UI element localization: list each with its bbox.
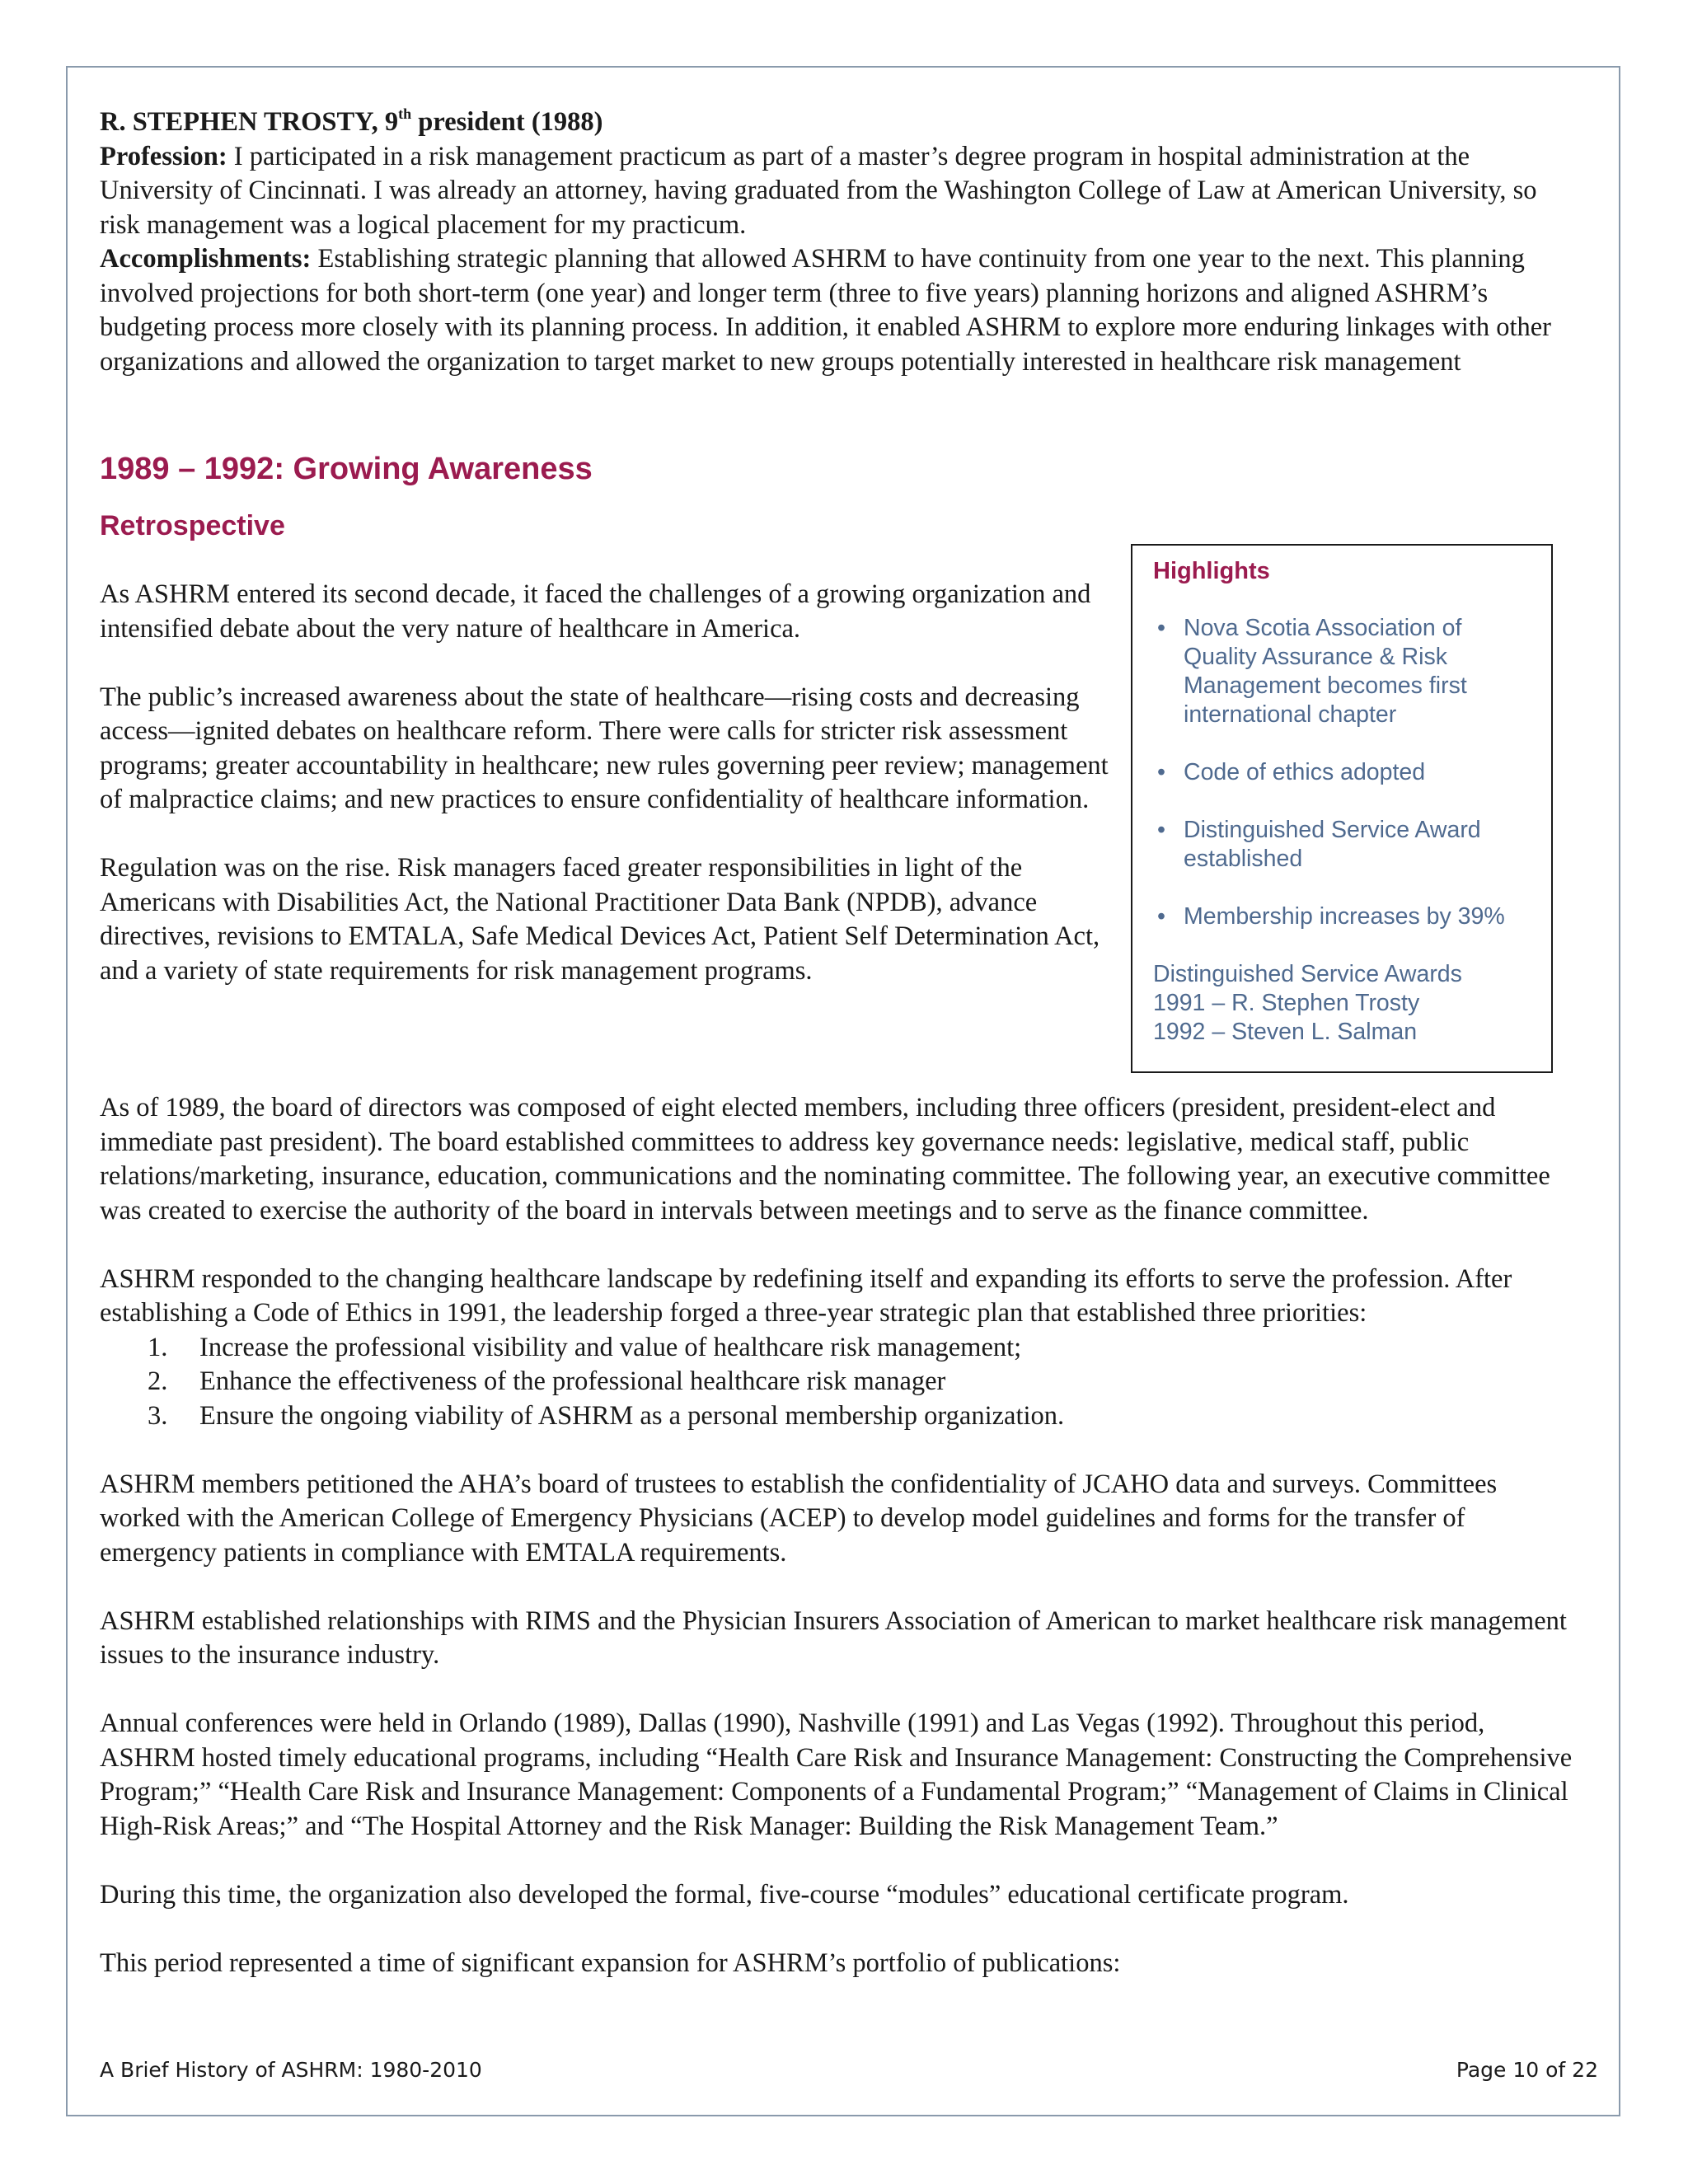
highlight-text: Membership increases by 39% bbox=[1184, 903, 1505, 930]
award-entry: 1992 – Steven L. Salman bbox=[1153, 1019, 1418, 1045]
priority-number: 1. bbox=[148, 1332, 168, 1362]
ordinal-suffix: th bbox=[398, 105, 412, 122]
page-number: Page 10 of 22 bbox=[1456, 2058, 1598, 2082]
accomplishments-text: Establishing strategic planning that allowed ASHRM to have continuity from one year to the next. This planning involved projections for both short-term (one year) and longer term (three to five years) planning horizons and aligned ASHRM’s budgeting process more closely with its planning process. In addition, it enabled ASHRM to explore more enduring linkages with other organizations and allowed the organization to target market to new groups potentially interested in healthcare risk management bbox=[100, 244, 1551, 377]
bullet-icon: • bbox=[1157, 817, 1165, 843]
conferences-paragraph: Annual conferences were held in Orlando (1989), Dallas (1990), Nashville (1991) and Las Vegas (1992). Throughout this period, ASHRM hosted timely educational programs, including “Health Care Risk and Insurance Management: Constructing the Comprehensive Program;” “Health Care Risk and Insurance Management: Components of a Fundamental Program;” “Management of Claims in Clinical High-Risk Areas;” and “The Hospital Attorney and the Risk Manager: Building the Risk Management Team.” bbox=[100, 1708, 1573, 1841]
priority-text: Enhance the effectiveness of the professional healthcare risk manager bbox=[199, 1366, 946, 1396]
highlights-box bbox=[1131, 544, 1553, 1073]
retrospective-heading: Retrospective bbox=[100, 510, 285, 541]
main-body bbox=[100, 1091, 1583, 1980]
president-name: R. STEPHEN TROSTY, 9 bbox=[100, 107, 399, 137]
retrospective-paragraph: Regulation was on the rise. Risk managers faced greater responsibilities in light of the Americans with Disabilities Act, the National Practitioner Data Bank (NPDB), advance directives, revisions to EMTALA, Safe Medical Devices Act, Patient Self Determination Act, and a variety of state requirements for risk management programs. bbox=[100, 853, 1100, 986]
retrospective-paragraph: As ASHRM entered its second decade, it faced the challenges of a growing organization and intensified debate about the very nature of healthcare in America. bbox=[100, 579, 1091, 644]
highlights-list bbox=[1153, 614, 1535, 931]
priority-item bbox=[100, 1365, 1583, 1399]
profession-text: I participated in a risk management practicum as part of a master’s degree program in hospital administration at the University of Cincinnati. I was already an attorney, having graduated from the Washington College of Law at American University, so risk management was a logical placement for my practicum. bbox=[100, 141, 1537, 240]
bullet-icon: • bbox=[1157, 759, 1165, 785]
petition-paragraph: ASHRM members petitioned the AHA’s board of trustees to establish the confidentiality of JCAHO data and surveys. Committees worked with the American College of Emergency Physicians (ACEP) to develop model guidelines and forms for the transfer of emergency patients in compliance with EMTALA requirements. bbox=[100, 1469, 1498, 1568]
accomplishments-label: Accomplishments: bbox=[100, 244, 312, 274]
awards-title: Distinguished Service Awards bbox=[1153, 961, 1462, 987]
bullet-icon: • bbox=[1157, 615, 1165, 641]
priority-number: 3. bbox=[148, 1400, 168, 1431]
president-title: president (1988) bbox=[411, 107, 603, 137]
priorities-list bbox=[100, 1331, 1583, 1434]
bullet-icon: • bbox=[1157, 903, 1165, 930]
highlight-item bbox=[1153, 902, 1535, 931]
profession-paragraph bbox=[100, 140, 1583, 243]
priority-text: Increase the professional visibility and value of healthcare risk management; bbox=[199, 1332, 1022, 1362]
award-entry: 1991 – R. Stephen Trosty bbox=[1153, 990, 1420, 1016]
rims-paragraph: ASHRM established relationships with RIMS and the Physician Insurers Association of American to market healthcare risk management issues to the insurance industry. bbox=[100, 1605, 1567, 1670]
retrospective-paragraph: The public’s increased awareness about the state of healthcare—rising costs and decreasing access—ignited debates on healthcare reform. There were calls for stricter risk assessment programs; greater accountability in healthcare; new rules governing peer review; management of malpractice claims; and new practices to ensure confidentiality of healthcare information. bbox=[100, 682, 1109, 814]
profession-label: Profession: bbox=[100, 141, 227, 171]
highlight-item bbox=[1153, 816, 1535, 874]
footer-title: A Brief History of ASHRM: 1980-2010 bbox=[100, 2058, 482, 2082]
modules-paragraph: During this time, the organization also developed the formal, five-course “modules” educational certificate program. bbox=[100, 1879, 1349, 1910]
priority-item bbox=[100, 1399, 1583, 1434]
highlights-title: Highlights bbox=[1153, 558, 1270, 584]
highlight-text: Nova Scotia Association of Quality Assurance & Risk Management becomes first international chapter bbox=[1184, 615, 1467, 728]
highlight-item bbox=[1153, 758, 1535, 787]
priority-text: Ensure the ongoing viability of ASHRM as a personal membership organization. bbox=[199, 1400, 1065, 1431]
board-paragraph: As of 1989, the board of directors was composed of eight elected members, including three officers (president, president-elect and immediate past president). The board established committees to address key governance needs: legislative, medical staff, public relations/marketing, insurance, education, communications and the nominating committee. The following year, an executive committee was created to exercise the authority of the board in intervals between meetings and to serve as the finance committee. bbox=[100, 1093, 1550, 1226]
strategy-paragraph: ASHRM responded to the changing healthcare landscape by redefining itself and expanding its efforts to serve the profession. After establishing a Code of Ethics in 1991, the leadership forged a three-year strategic plan that established three priorities: bbox=[100, 1263, 1512, 1328]
retrospective-text bbox=[100, 578, 1122, 1023]
section-heading: 1989 – 1992: Growing Awareness bbox=[100, 452, 593, 486]
priority-number: 2. bbox=[148, 1366, 168, 1396]
president-heading bbox=[100, 105, 1583, 140]
highlight-item bbox=[1153, 614, 1535, 729]
priority-item bbox=[100, 1331, 1583, 1366]
accomplishments-paragraph bbox=[100, 242, 1583, 379]
highlight-text: Distinguished Service Award established bbox=[1184, 817, 1481, 872]
president-profile bbox=[100, 105, 1583, 379]
highlight-text: Code of ethics adopted bbox=[1184, 759, 1426, 785]
publications-paragraph: This period represented a time of significant expansion for ASHRM’s portfolio of publications: bbox=[100, 1947, 1121, 1978]
